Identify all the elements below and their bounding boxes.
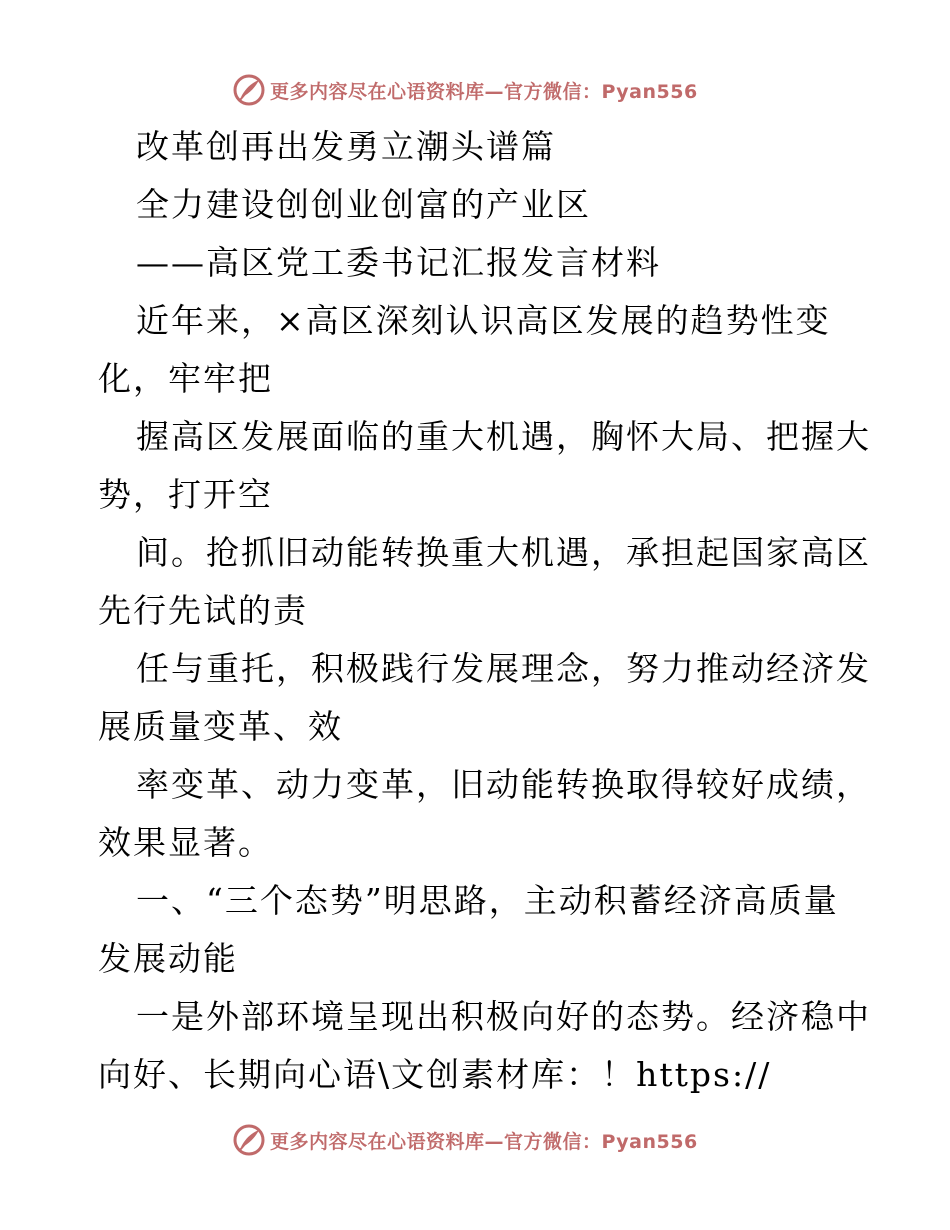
- paragraph-line: 势，打开空: [98, 475, 273, 514]
- feather-pen-seal-logo: [232, 73, 266, 107]
- section-heading-continued: 发展动能: [98, 939, 238, 978]
- paragraph-line: 化，牢牢把: [98, 359, 273, 398]
- document-byline: ——高区党工委书记汇报发言材料: [136, 243, 661, 282]
- watermark-text: 更多内容尽在心语资料库—官方微信：Pyan556: [270, 1130, 698, 1153]
- document-body: [98, 118, 871, 1104]
- document-title: 改革创再出发勇立潮头谱篇: [136, 127, 556, 166]
- paragraph-line: 握高区发展面临的重大机遇，胸怀大局、把握大: [136, 417, 871, 456]
- paragraph-line: 任与重托，积极践行发展理念，努力推动经济发: [136, 649, 871, 688]
- paragraph-line: 间。抢抓旧动能转换重大机遇，承担起国家高区: [136, 533, 871, 572]
- header-watermark: [232, 72, 698, 108]
- document-subtitle: 全力建设创创业创富的产业区: [136, 185, 591, 224]
- feather-pen-seal-logo: [232, 1123, 266, 1157]
- section-heading: 一、“三个态势”明思路，主动积蓄经济高质量: [136, 881, 839, 920]
- watermark-text: 更多内容尽在心语资料库—官方微信：Pyan556: [270, 80, 698, 103]
- paragraph-line: 一是外部环境呈现出积极向好的态势。经济稳中: [136, 997, 871, 1036]
- footer-watermark: [232, 1122, 698, 1158]
- paragraph-line: 向好、长期向心语\文创素材库：！https://: [98, 1055, 772, 1094]
- paragraph-line: 效果显著。: [98, 823, 273, 862]
- paragraph-line: 展质量变革、效: [98, 707, 343, 746]
- paragraph-line: 近年来，×高区深刻认识高区发展的趋势性变: [136, 301, 831, 340]
- paragraph-line: 率变革、动力变革，旧动能转换取得较好成绩，: [136, 765, 871, 804]
- paragraph-line: 先行先试的责: [98, 591, 308, 630]
